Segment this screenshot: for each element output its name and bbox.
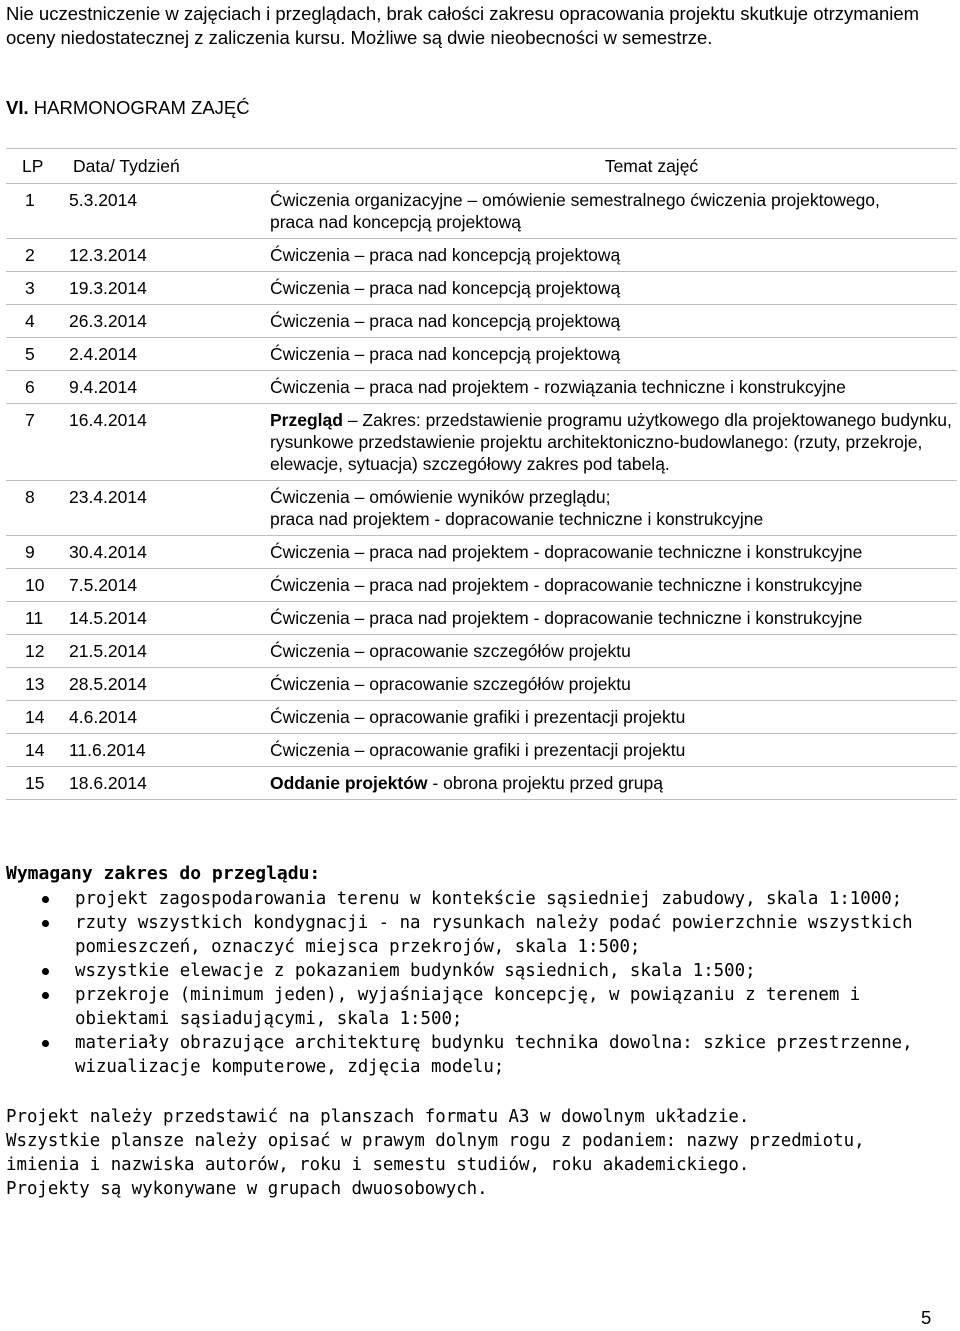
row-topic: [270, 404, 957, 481]
schedule-row: [6, 701, 957, 734]
requirement-text: rzuty wszystkich kondygnacji - na rysunkach należy podać powierzchnie wszystkich pomieszczeń, oznaczyć miejsca przekrojów, skala 1:500;: [75, 913, 913, 957]
schedule-row: [6, 602, 957, 635]
row-date: 30.4.2014: [69, 536, 270, 569]
bullet-icon: [42, 968, 49, 975]
row-topic: [270, 635, 957, 668]
row-topic: [270, 602, 957, 635]
note-paragraph: Wszystkie plansze należy opisać w prawym dolnym rogu z podaniem: nazwy przedmiotu, imienia i nazwiska autorów, roku i semestu studiów, roku akademickiego.: [6, 1131, 865, 1175]
header-topic: Temat zajęć: [270, 149, 957, 184]
requirement-item: [6, 959, 946, 983]
row-date: 26.3.2014: [69, 305, 270, 338]
row-date: 9.4.2014: [69, 371, 270, 404]
requirement-text: przekroje (minimum jeden), wyjaśniające koncepcję, w powiązaniu z terenem i obiektami sąsiadującymi, skala 1:500;: [75, 985, 861, 1029]
row-lp: 6: [6, 371, 69, 404]
schedule-row: [6, 734, 957, 767]
row-lp: 14: [6, 701, 69, 734]
intro-paragraph: Nie uczestniczenie w zajęciach i przeglądach, brak całości zakresu opracowania projektu skutkuje otrzymaniem oceny niedostatecznej z zaliczenia kursu. Możliwe są dwie nieobecności w semestrze.: [6, 3, 920, 48]
topic-text: Ćwiczenia organizacyjne – omówienie semestralnego ćwiczenia projektowego,: [270, 190, 880, 210]
row-date: 28.5.2014: [69, 668, 270, 701]
row-topic: [270, 701, 957, 734]
section-number: VI.: [6, 97, 29, 118]
row-topic: [270, 305, 957, 338]
page-number: 5: [921, 1307, 932, 1328]
row-date: 4.6.2014: [69, 701, 270, 734]
topic-text: - obrona projektu przed grupą: [427, 773, 663, 793]
row-topic: [270, 272, 957, 305]
topic-text: Ćwiczenia – praca nad projektem - rozwiązania techniczne i konstrukcyjne: [270, 377, 846, 397]
row-lp: 10: [6, 569, 69, 602]
topic-text: Ćwiczenia – praca nad koncepcją projektową: [270, 278, 621, 298]
topic-text: Ćwiczenia – praca nad koncepcją projektową: [270, 344, 621, 364]
bullet-icon: [42, 1040, 49, 1047]
row-date: 21.5.2014: [69, 635, 270, 668]
topic-strong: Oddanie projektów: [270, 773, 428, 793]
schedule-row: [6, 635, 957, 668]
schedule-table: [6, 148, 957, 800]
topic-text: – Zakres: przedstawienie programu użytkowego dla projektowanego budynku, rysunkowe przedstawienie projektu architektoniczno-budowlanego: (rzuty, przekroje, elewacje, sytuacja) szczegółowy zakres pod tabelą.: [270, 410, 952, 474]
note-paragraph: Projekty są wykonywane w grupach dwuosobowych.: [6, 1179, 488, 1199]
section-heading: [6, 96, 250, 120]
schedule-row: [6, 184, 957, 239]
schedule-row: [6, 767, 957, 800]
schedule-header-row: [6, 149, 957, 184]
row-topic: [270, 481, 957, 536]
row-lp: 2: [6, 239, 69, 272]
row-topic: [270, 734, 957, 767]
row-topic: [270, 338, 957, 371]
row-lp: 8: [6, 481, 69, 536]
topic-text: Ćwiczenia – opracowanie grafiki i prezentacji projektu: [270, 740, 686, 760]
bullet-icon: [42, 920, 49, 927]
row-date: 2.4.2014: [69, 338, 270, 371]
topic-text: Ćwiczenia – praca nad koncepcją projektową: [270, 245, 621, 265]
requirements-list: [6, 887, 946, 1079]
row-lp: 13: [6, 668, 69, 701]
topic-text-line2: praca nad projektem - dopracowanie techniczne i konstrukcyjne: [270, 509, 764, 529]
topic-text: Ćwiczenia – praca nad projektem - dopracowanie techniczne i konstrukcyjne: [270, 575, 863, 595]
row-date: 18.6.2014: [69, 767, 270, 800]
row-topic: [270, 371, 957, 404]
requirement-text: materiały obrazujące architekturę budynku technika dowolna: szkice przestrzenne, wizualizacje komputerowe, zdjęcia modelu;: [75, 1033, 913, 1077]
bullet-icon: [42, 992, 49, 999]
requirement-item: [6, 887, 946, 911]
schedule-row: [6, 404, 957, 481]
row-date: 14.5.2014: [69, 602, 270, 635]
requirement-item: [6, 983, 946, 1031]
topic-strong: Przegląd: [270, 410, 343, 430]
topic-text: Ćwiczenia – omówienie wyników przeglądu;: [270, 487, 611, 507]
schedule-row: [6, 668, 957, 701]
row-date: 5.3.2014: [69, 184, 270, 239]
topic-text-line2: praca nad koncepcją projektową: [270, 212, 521, 232]
row-lp: 9: [6, 536, 69, 569]
schedule-row: [6, 569, 957, 602]
row-lp: 5: [6, 338, 69, 371]
topic-text: Ćwiczenia – praca nad koncepcją projektową: [270, 311, 621, 331]
bullet-icon: [42, 896, 49, 903]
row-lp: 11: [6, 602, 69, 635]
header-lp: LP: [6, 149, 69, 184]
requirement-item: [6, 1031, 946, 1079]
row-date: 12.3.2014: [69, 239, 270, 272]
note-paragraph: Projekt należy przedstawić na planszach formatu A3 w dowolnym układzie.: [6, 1107, 750, 1127]
schedule-body: [6, 184, 957, 800]
schedule-row: [6, 305, 957, 338]
row-lp: 4: [6, 305, 69, 338]
schedule-row: [6, 338, 957, 371]
topic-text: Ćwiczenia – opracowanie grafiki i prezentacji projektu: [270, 707, 686, 727]
row-topic: [270, 239, 957, 272]
row-date: 7.5.2014: [69, 569, 270, 602]
header-date: Data/ Tydzień: [69, 149, 270, 184]
row-date: 19.3.2014: [69, 272, 270, 305]
schedule-row: [6, 371, 957, 404]
topic-text: Ćwiczenia – opracowanie szczegółów projektu: [270, 674, 631, 694]
row-lp: 12: [6, 635, 69, 668]
schedule-row: [6, 272, 957, 305]
row-date: 23.4.2014: [69, 481, 270, 536]
topic-text: Ćwiczenia – praca nad projektem - dopracowanie techniczne i konstrukcyjne: [270, 608, 863, 628]
row-lp: 3: [6, 272, 69, 305]
row-topic: [270, 767, 957, 800]
topic-text: Ćwiczenia – praca nad projektem - dopracowanie techniczne i konstrukcyjne: [270, 542, 863, 562]
row-date: 11.6.2014: [69, 734, 270, 767]
row-date: 16.4.2014: [69, 404, 270, 481]
row-lp: 14: [6, 734, 69, 767]
row-topic: [270, 569, 957, 602]
row-lp: 15: [6, 767, 69, 800]
schedule-row: [6, 239, 957, 272]
requirements-heading: Wymagany zakres do przeglądu:: [6, 863, 321, 884]
notes-block: [6, 1105, 946, 1201]
schedule-row: [6, 481, 957, 536]
section-title: HARMONOGRAM ZAJĘĆ: [33, 97, 250, 118]
row-topic: [270, 184, 957, 239]
row-topic: [270, 668, 957, 701]
requirement-text: projekt zagospodarowania terenu w kontekście sąsiedniej zabudowy, skala 1:1000;: [75, 889, 903, 909]
schedule-row: [6, 536, 957, 569]
row-lp: 7: [6, 404, 69, 481]
topic-text: Ćwiczenia – opracowanie szczegółów projektu: [270, 641, 631, 661]
requirement-text: wszystkie elewacje z pokazaniem budynków sąsiednich, skala 1:500;: [75, 961, 756, 981]
requirement-item: [6, 911, 946, 959]
row-topic: [270, 536, 957, 569]
row-lp: 1: [6, 184, 69, 239]
